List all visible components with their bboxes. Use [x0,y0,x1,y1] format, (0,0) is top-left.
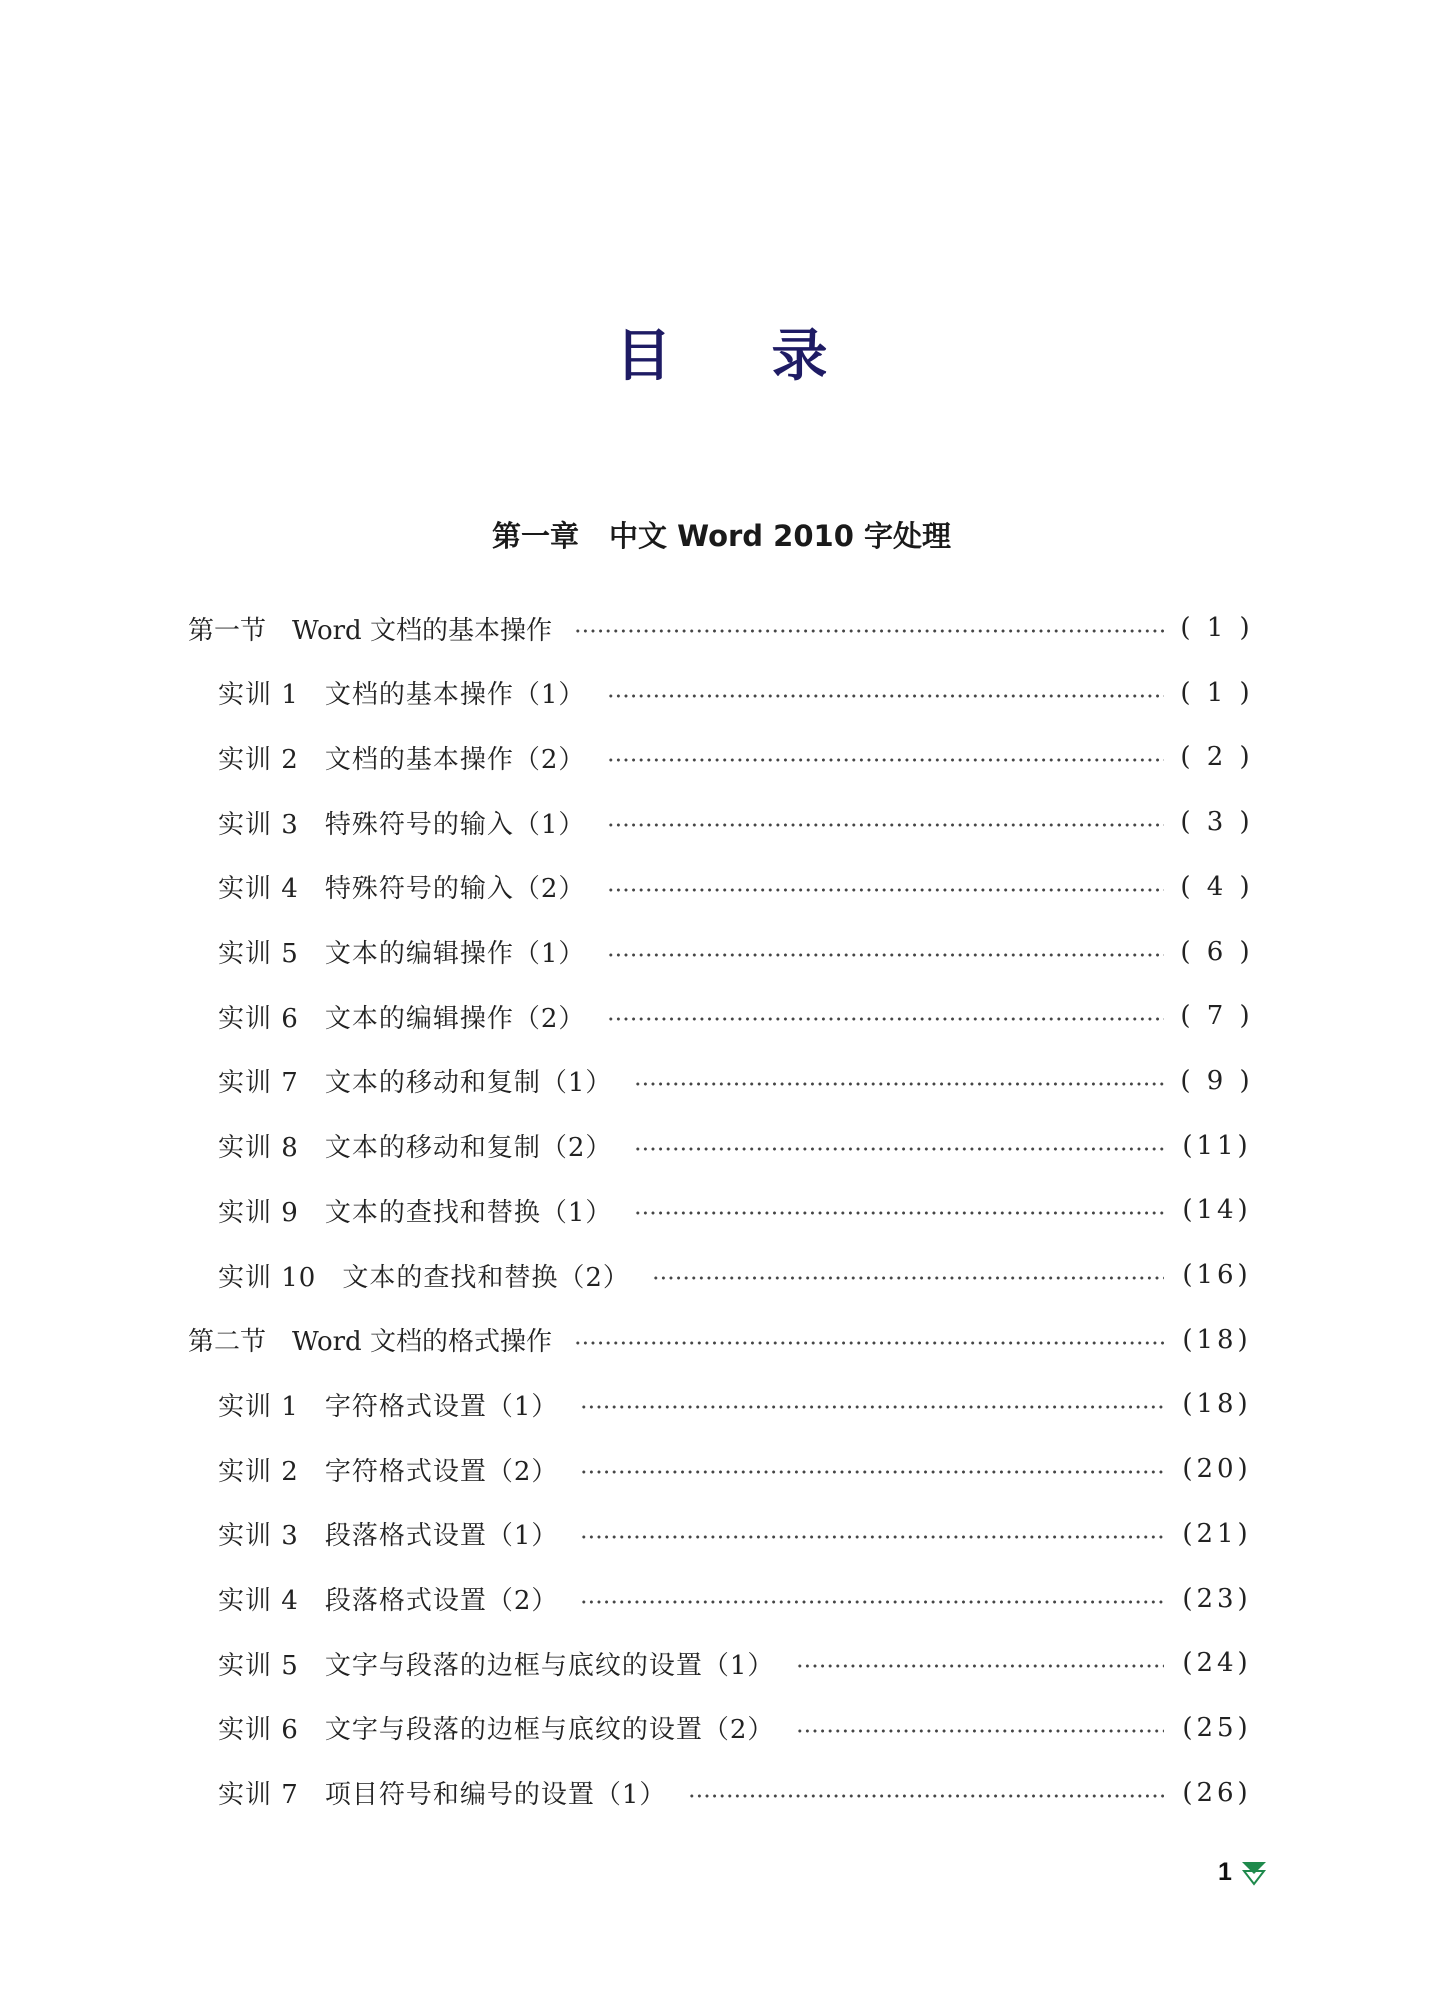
toc-dot-leader [580,1600,1164,1604]
toc-entry-title: 文本的编辑操作（1） [324,939,586,969]
toc-page-number: ( 3 ) [1180,807,1254,838]
toc-page-number: ( 2 ) [1180,742,1254,773]
toc-dot-leader [607,823,1164,827]
toc-dot-leader [574,1341,1164,1345]
toc-page-number: ( 4 ) [1180,871,1254,902]
toc-dot-leader [607,1017,1164,1021]
toc-entry-label [218,868,585,905]
toc-entry-title: 文本的编辑操作（2） [324,1003,586,1034]
toc-page-number: (24) [1182,1648,1252,1679]
toc-page-number: (25) [1182,1712,1252,1743]
toc-entry-label [218,1774,666,1811]
page-number: 1 [1218,1858,1232,1886]
toc-entry-title: 文字与段落的边框与底纹的设置（2） [324,1715,775,1746]
toc-page-number: ( 7 ) [1180,1001,1254,1032]
toc-item-row[interactable] [218,1379,1256,1429]
toc-section-row[interactable] [188,603,1256,653]
toc-page-number: (21) [1182,1518,1252,1549]
toc-item-row[interactable] [218,1185,1256,1235]
toc-entry-number: 实训 10 [218,1262,317,1293]
toc-entry-number: 第一节 [188,615,267,646]
toc-page-number: (23) [1182,1583,1252,1614]
toc-dot-leader [607,953,1164,957]
toc-page-number: (14) [1182,1195,1252,1226]
toc-dot-leader [580,1405,1164,1409]
toc-entry-number: 实训 6 [218,1003,299,1034]
toc-entry-title: 项目符号和编号的设置（1） [324,1780,667,1811]
toc-page-number: ( 1 ) [1180,677,1254,708]
toc-item-row[interactable] [218,1574,1256,1624]
toc-page-number: (18) [1182,1389,1252,1420]
title-char-1: 目 [615,324,672,389]
toc-entry-label [218,1386,558,1423]
toc-entry-title: Word 文档的基本操作 [292,615,552,646]
toc-dot-leader [634,1211,1164,1215]
toc-dot-leader [574,629,1164,633]
toc-entry-title: 文本的移动和复制（2） [324,1133,613,1164]
toc-entry-number: 实训 3 [218,1521,299,1552]
toc-entry-number: 实训 9 [218,1197,299,1228]
toc-dot-leader [634,1147,1164,1151]
toc-entry-label [218,1062,612,1099]
toc-entry-label [218,1192,612,1229]
toc-page-number: ( 9 ) [1180,1065,1254,1096]
toc-entry-title: 字符格式设置（1） [324,1391,559,1422]
toc-entry-label [218,1127,612,1164]
chapter-name: 中文 Word 2010 字处理 [609,519,951,553]
toc-page-number: ( 6 ) [1180,936,1254,967]
toc-entry-title: 段落格式设置（1） [324,1521,559,1552]
toc-entry-label [218,804,585,841]
toc-dot-leader [688,1794,1164,1798]
toc-item-row[interactable] [218,991,1256,1041]
toc-entry-number: 实训 7 [218,1780,299,1811]
toc-entry-label [218,1257,630,1294]
toc-entry-title: 文本的移动和复制（1） [324,1068,613,1099]
toc-dot-leader [607,694,1164,698]
toc-dot-leader [796,1664,1164,1668]
toc-entry-number: 第二节 [188,1327,267,1358]
toc-item-row[interactable] [218,1768,1256,1818]
toc-entry-label [218,1645,774,1682]
page-footer [1218,1858,1268,1887]
toc-section-row[interactable] [188,1315,1256,1365]
toc-entry-number: 实训 5 [218,1650,299,1681]
toc-item-row[interactable] [218,668,1256,718]
toc-item-row[interactable] [218,1121,1256,1171]
toc-item-row[interactable] [218,1703,1256,1753]
toc-entry-number: 实训 1 [218,680,299,711]
toc-page-number: ( 1 ) [1180,613,1254,643]
toc-entry-label [218,1515,558,1552]
toc-dot-leader [580,1535,1164,1539]
toc-item-row[interactable] [218,1250,1256,1300]
toc-page-number: (11) [1182,1130,1252,1161]
toc-entry-title: 字符格式设置（2） [324,1456,559,1487]
toc-entry-title: 文档的基本操作（2） [324,744,586,775]
toc-entry-label [218,1580,558,1617]
toc-entry-label [218,739,585,776]
toc-entry-number: 实训 7 [218,1068,299,1099]
toc-entry-label [218,1709,774,1746]
toc-entry-label [188,610,552,647]
toc-entry-title: 段落格式设置（2） [324,1586,559,1616]
toc-page-number: (16) [1182,1260,1252,1290]
toc-item-row[interactable] [218,862,1256,912]
toc-item-row[interactable] [218,797,1256,847]
toc-dot-leader [607,758,1164,762]
toc-entry-number: 实训 4 [218,874,299,905]
title-char-2: 录 [771,324,828,389]
toc-entry-title: 文档的基本操作（1） [324,680,586,711]
toc-page-number: (18) [1182,1324,1252,1355]
toc-dot-leader [580,1470,1164,1474]
toc-dot-leader [634,1082,1164,1086]
toc-entry-number: 实训 5 [218,939,299,969]
toc-entry-title: 文字与段落的边框与底纹的设置（1） [324,1650,775,1681]
toc-item-row[interactable] [218,1444,1256,1494]
toc-entry-number: 实训 1 [218,1391,299,1422]
toc-entry-number: 实训 2 [218,744,299,775]
toc-entry-label [218,1451,558,1488]
toc-dot-leader [796,1729,1164,1733]
toc-item-row[interactable] [218,732,1256,782]
toc-entry-title: 特殊符号的输入（1） [324,809,586,840]
toc-entry-number: 实训 8 [218,1133,299,1164]
toc-entry-number: 实训 4 [218,1586,299,1616]
toc-item-row[interactable] [218,927,1256,977]
chapter-heading [0,514,1443,555]
toc-item-row[interactable] [218,1509,1256,1559]
toc-page-number: (26) [1182,1777,1252,1808]
toc-dot-leader [652,1276,1164,1280]
toc-dot-leader [607,888,1164,892]
toc-entry-label [218,998,585,1035]
toc-entry-label [218,933,585,970]
toc-entry-title: Word 文档的格式操作 [292,1327,552,1358]
toc-entry-label [218,674,585,711]
toc-page-number: (20) [1182,1454,1252,1485]
toc-entry-number: 实训 2 [218,1456,299,1487]
toc-entry-title: 文本的查找和替换（2） [342,1262,630,1293]
toc-item-row[interactable] [218,1056,1256,1106]
toc-entry-label [188,1321,552,1358]
toc-entry-title: 特殊符号的输入（2） [324,874,586,905]
page-title [0,312,1443,392]
toc-entry-number: 实训 6 [218,1715,299,1746]
chapter-label: 第一章 [492,519,580,553]
toc-item-row[interactable] [218,1638,1256,1688]
double-down-triangle-icon [1240,1860,1268,1886]
toc-entry-title: 文本的查找和替换（1） [324,1197,613,1228]
toc-entry-number: 实训 3 [218,809,299,840]
